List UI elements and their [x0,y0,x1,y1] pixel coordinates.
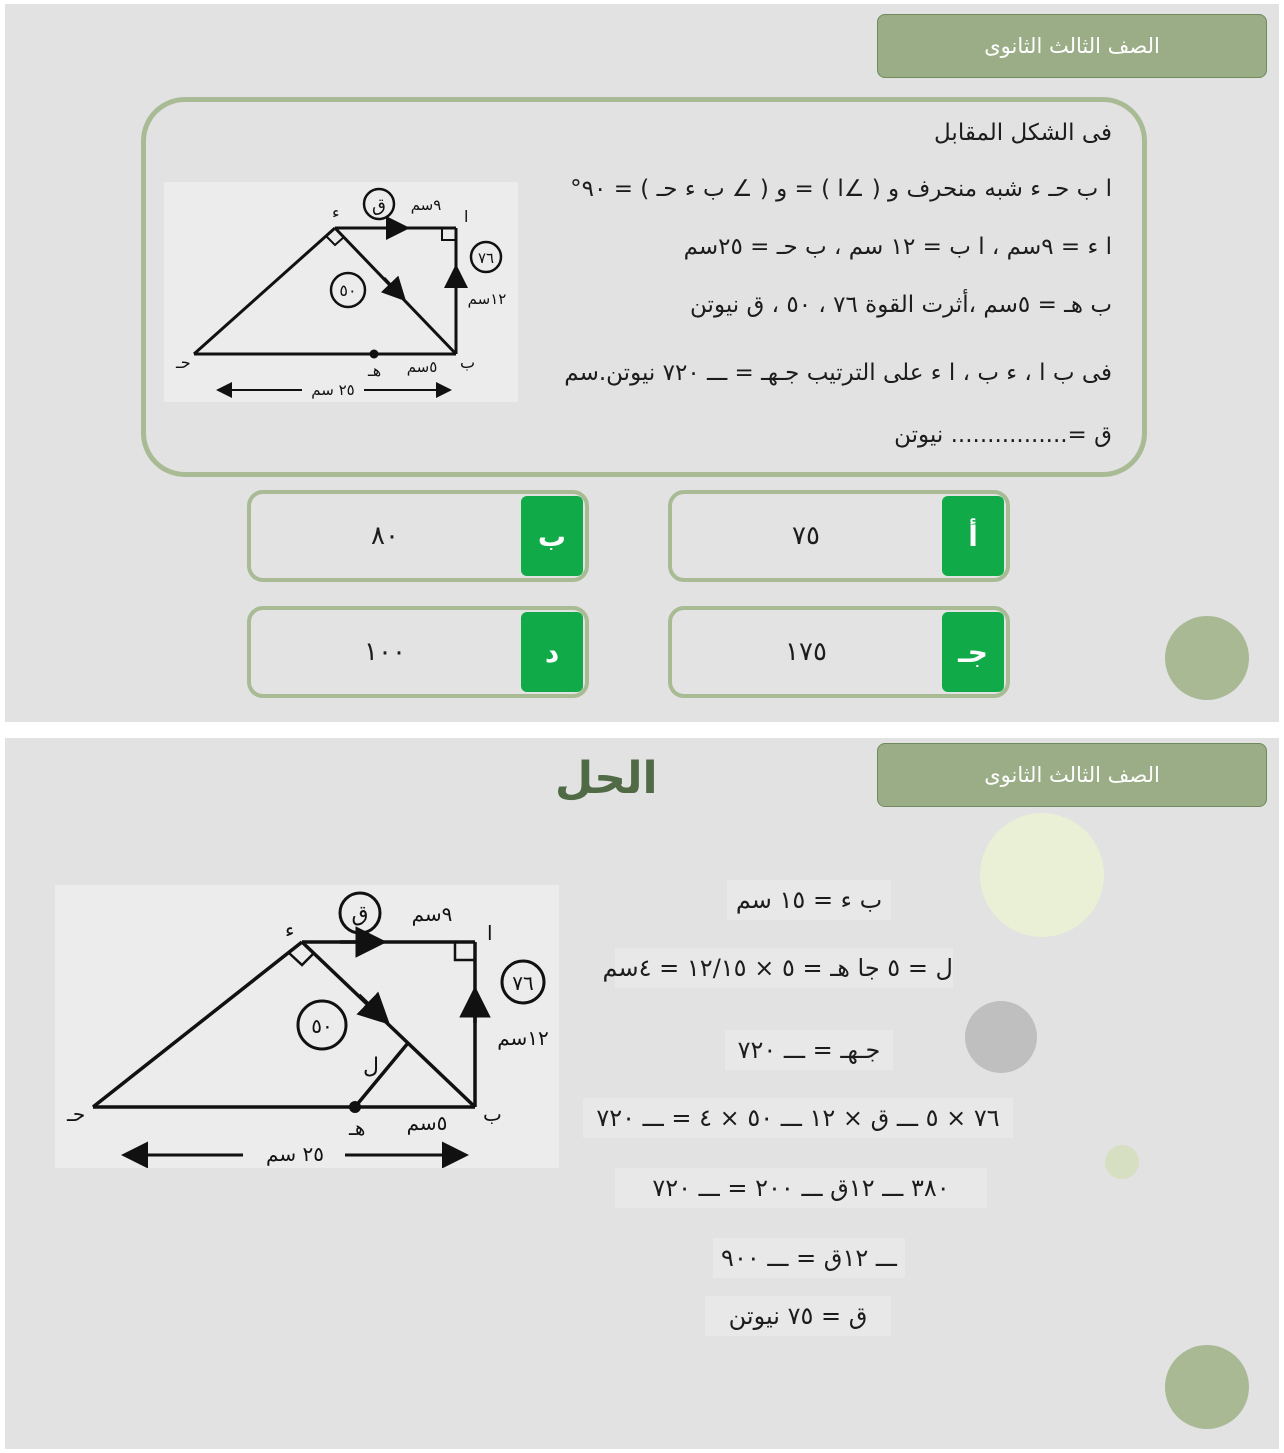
option-c[interactable] [668,606,1010,698]
question-line-2: ا ب حـ ء شبه منحرف و ( ∠ا ) = و ( ∠ ب ء حـ ) = ٩٠° [570,176,1112,202]
length-9-label: ٩سم [411,902,453,926]
option-d-value: ١٠٠ [364,637,406,667]
point-e [370,350,379,359]
vertex-c: حـ [67,1102,86,1126]
force-76-label: ٧٦ [477,249,495,267]
force-50-label: ٥٠ [339,281,357,300]
length-12-label: ١٢سم [467,290,507,308]
vertex-a: ا [464,207,469,226]
length-25-label: ٢٥ سم [311,381,355,399]
question-figure [164,182,518,402]
question-line-5: فى ب ا ، ء ب ، ا ء على الترتيب جـهـ = ـــ ٧٢٠ نيوتن.سم [564,360,1112,386]
force-50-arrow [359,995,385,1020]
right-angle-a [442,228,456,240]
right-angle-d [326,236,344,245]
vertex-d: ء [332,203,340,222]
vertex-b: ب [460,353,476,372]
perpendicular-l-label: ل [363,1054,379,1079]
vertex-d: ء [285,918,295,942]
decor-circle [1165,616,1249,700]
trapezoid-diagram [164,182,518,402]
option-b-letter: ب [521,496,583,576]
vertex-e: هـ [368,361,382,380]
solution-line-5: ٣٨٠ ـــ ١٢ق ـــ ٢٠٠ = ـــ ٧٢٠ [615,1168,987,1208]
right-angle-d [289,953,314,965]
option-a[interactable] [668,490,1010,582]
force-50-arrow [384,278,402,297]
option-d-letter: د [521,612,583,692]
force-76-label: ٧٦ [512,971,534,995]
option-c-value: ١٧٥ [785,637,827,667]
length-12-label: ١٢سم [497,1026,549,1050]
question-box [141,97,1147,477]
grade-label: الصف الثالث الثانوى [877,743,1267,807]
force-f-label: ق [351,902,369,927]
edge-cd [93,942,302,1107]
question-line-4: ب هـ = ٥سم ،أثرت القوة ٧٦ ، ٥٠ ، ق نيوتن [690,292,1112,318]
solution-slide [5,738,1279,1449]
question-slide [5,4,1279,722]
force-f-label: ق [372,195,386,216]
option-b[interactable] [247,490,589,582]
grade-label: الصف الثالث الثانوى [877,14,1267,78]
solution-figure [55,885,559,1168]
right-angle-a [455,942,475,960]
length-5-label: ٥سم [406,358,438,376]
option-b-value: ٨٠ [371,521,399,551]
length-9-label: ٩سم [410,196,442,214]
vertex-a: ا [487,921,493,945]
decor-circle [1165,1345,1249,1429]
trapezoid-diagram-solution [55,885,559,1168]
vertex-b: ب [483,1102,502,1126]
question-line-3: ا ء = ٩سم ، ا ب = ١٢ سم ، ب حـ = ٢٥سم [683,234,1112,260]
solution-line-2: ل = ٥ جا هـ = ٥ × ١٢/١٥ = ٤سم [615,948,953,988]
option-a-value: ٧٥ [792,521,820,551]
question-line-1: فى الشكل المقابل [934,120,1112,146]
vertex-c: حـ [176,353,191,372]
length-5-label: ٥سم [406,1111,448,1135]
decor-circle-large [980,813,1104,937]
option-a-letter: أ [942,496,1004,576]
decor-circle-gray [965,1001,1037,1073]
edge-cd [194,228,335,354]
point-e [349,1101,361,1113]
force-50-label: ٥٠ [311,1014,333,1038]
solution-line-1: ب ء = ١٥ سم [727,880,891,920]
option-d[interactable] [247,606,589,698]
solution-line-4: ٧٦ × ٥ ـــ ق × ١٢ ـــ ٥٠ × ٤ = ـــ ٧٢٠ [583,1098,1013,1138]
decor-circle-small [1105,1145,1139,1179]
option-c-letter: جـ [942,612,1004,692]
solution-title: الحل [555,753,658,804]
question-line-6: ق =................ نيوتن [894,422,1112,448]
length-25-label: ٢٥ سم [266,1142,324,1166]
solution-line-7: ق = ٧٥ نيوتن [705,1296,891,1336]
solution-line-3: جـهـ = ـــ ٧٢٠ [725,1030,893,1070]
solution-line-6: ـــ ١٢ق = ـــ ٩٠٠ [713,1238,905,1278]
vertex-e: هـ [349,1116,366,1140]
